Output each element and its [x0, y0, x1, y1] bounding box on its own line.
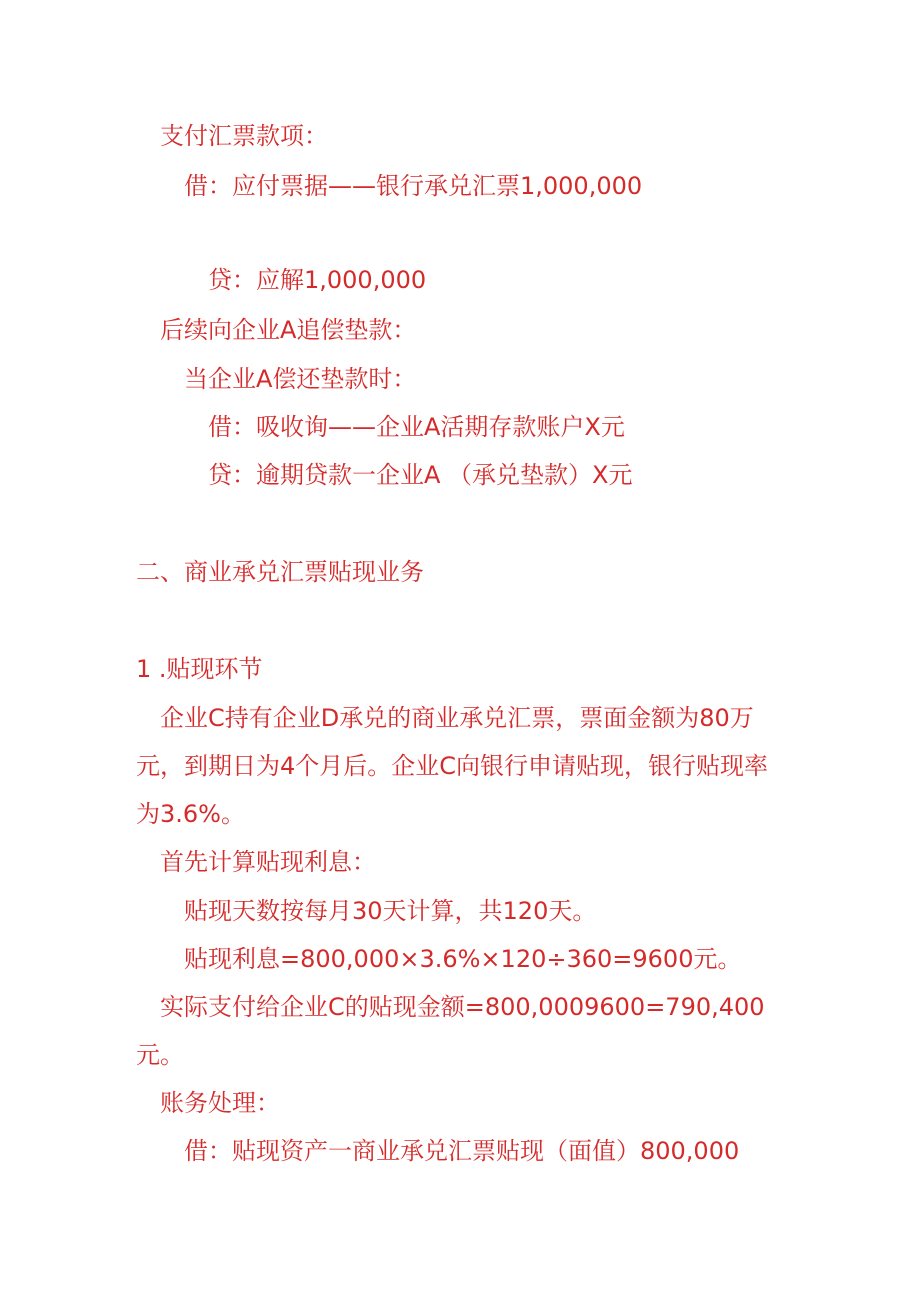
text-line-debit-deposit-account: 借：吸收询——企业A活期存款账户X元 [208, 413, 625, 441]
text-line-case-2: 元，到期日为4个月后。企业C向银行申请贴现，银行贴现率 [136, 752, 769, 780]
text-line-accounting-heading: 账务处理： [160, 1089, 280, 1117]
text-line-credit-payable-settlement: 贷：应解1,000,000 [208, 266, 427, 294]
text-line-actual-payment-1: 实际支付给企业C的贴现金额=800,0009600=790,400 [160, 993, 765, 1021]
text-line-case-3: 为3.6%。 [136, 800, 245, 828]
text-line-payment-heading: 支付汇票款项： [160, 122, 328, 150]
text-line-debit-discount-asset: 借：贴现资产一商业承兑汇票贴现（面值）800,000 [184, 1137, 740, 1165]
text-line-credit-overdue-loan: 贷：逾期贷款一企业A （承兑垫款）X元 [208, 461, 633, 489]
subsection-heading-discount-step: 1 .贴现环节 [136, 655, 263, 683]
text-line-case-1: 企业C持有企业D承兑的商业承兑汇票，票面金额为80万 [160, 704, 754, 732]
text-line-repayment-heading: 当企业A偿还垫款时： [184, 365, 417, 393]
section-heading-discount-business: 二、商业承兑汇票贴现业务 [136, 558, 424, 586]
text-line-recourse-heading: 后续向企业A追偿垫款： [160, 316, 417, 344]
text-line-discount-days: 贴现天数按每月30天计算，共120天。 [184, 897, 597, 925]
text-line-discount-interest: 贴现利息=800,000×3.6%×120÷360=9600元。 [184, 945, 742, 973]
text-line-actual-payment-2: 元。 [136, 1041, 184, 1069]
text-line-interest-heading: 首先计算贴现利息： [160, 848, 376, 876]
text-line-debit-notes-payable: 借：应付票据——银行承兑汇票1,000,000 [184, 172, 643, 200]
